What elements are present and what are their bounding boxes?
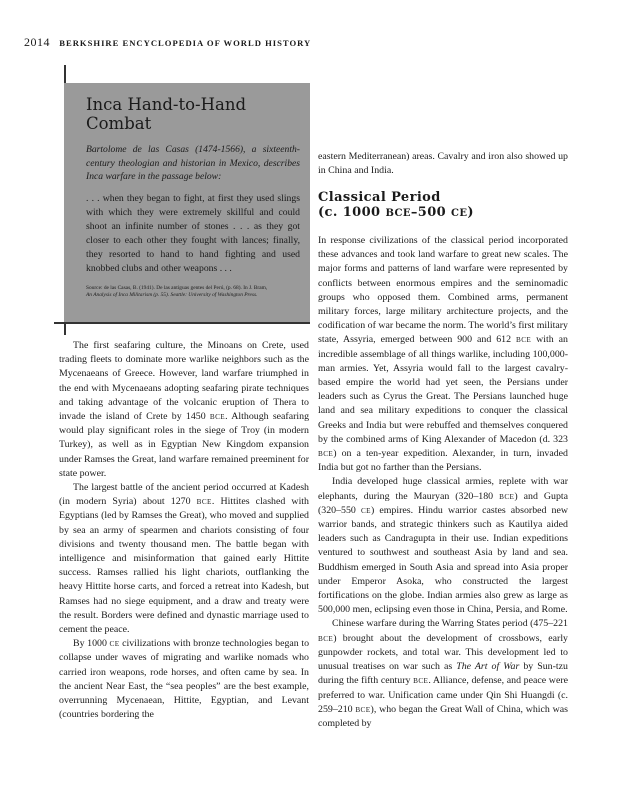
right-column [318,234,568,731]
paragraph-china: Chinese warfare during the Warring States period (475–221 BCE) brought about the development of crossbows, early gunpowder rockets, and total war. This development led to unusual treatises on war such as The Art of War by Sun-tzu during the fifth century BCE. Alliance, defense, and peace were preferred to war. Unification came under Qin Shi Huangdi (c. 259–210 BCE), who began the Great Wall of China, which was completed by [318,618,568,729]
sidebar-source-line2: An Analysis of Inca Militarism (p. 55). Seattle: University of Washington Press. [86,292,258,299]
sidebar-box [64,83,310,323]
sidebar-intro: Bartolome de las Casas (1474-1566), a sixteenth-century theologian and historian in Mexico, describes Inca warfare in the passage below: [86,144,300,183]
paragraph-sea-peoples: By 1000 CE civilizations with bronze technologies began to collapse under waves of migrating and warlike nomads who carried iron weapons, rode horses, and often came by sea. In the ancient Near East, the “sea peoples” are the best example, overrunning Mycenaean, Hittite, Egyptian, and Levant (countries bordering the [59,638,310,721]
running-head [24,35,311,50]
sidebar-source [86,285,300,300]
running-head-title: BERKSHIRE ENCYCLOPEDIA OF WORLD HISTORY [59,38,312,48]
paragraph-india: India developed huge classical armies, replete with war elephants, during the Mauryan (320–180 BCE) and Gupta (320–550 CE) empires. Hindu warrior castes absorbed new warrior bands, and strategic thinkers such as Kautilya aided leaders such as Candragupta in their use. Indian expeditions ventured to southwest and southeast Asia by land and sea. Buddhism emerged in South Asia and spread into Asia proper under Emperor Asoka, who constructed the largest fortifications on the globe. Indian armies also grew as large as 500,000 men, eclipsing even those in China, Persia, and Rome. [318,476,569,616]
paragraph-classical-empires: In response civilizations of the classical period incorporated these advances and took land warfare to great new scales. The major forms and patterns of land warfare were represented by conflicts between enormous empires and the seminomadic groups who opposed them. Combined arms, permanent military forces, large military architecture projects, and the codification of war became the norm. The world’s first military state, Assyria, emerged between 900 and 612 BCE with an incredible assemblage of all things warlike, including 100,000-man armies. Yet, Assyria would fall to the largest cavalry-based empire the world had yet seen, the Persians under leaders such as Cyrus the Great. The Persians launched huge land and sea military expeditions to conquer the classical Greeks and India but were rebuffed and themselves conquered by the combined arms of King Alexander of Macedon (d. 323 BCE) on a ten-year expedition. Alexander, in turn, invaded India but got no farther than the Persians. [318,235,568,474]
left-column [59,339,309,722]
right-column-continuation [318,150,568,178]
page-number: 2014 [24,35,50,49]
sidebar-title: Inca Hand-to-Hand Combat [86,95,247,133]
paragraph-continuation: eastern Mediterranean) areas. Cavalry and iron also showed up in China and India. [318,151,568,177]
sidebar-source-line1: Source: de las Casas, B. (1941). De las antiguas gentes del Perú, (p. 68). In J. Bram, [86,284,268,291]
paragraph-minoans: The first seafaring culture, the Minoans on Crete, used trading fleets to dominate more warlike neighbors such as the Mycenaeans of Greece. However, land warfare triumphed in the end with Mycenaeans adopting seafaring pirate techniques and taking advantage of the volcanic eruption of Thera to invade the island of Crete by 1450 BCE. Although seafaring would play significant roles in the siege of Troy (in modern Turkey), as well as in Egyptian New Kingdom expansion under Ramses the Great, land warfare remained preeminent for state power. [59,340,310,479]
sidebar-quote: . . . when they began to fight, at first they used slings with which they were extremely skillful and could shoot an infinite number of stones . . . as they got closer to each other they fought with lances; finally, they resorted to hand to hand fighting and used knobbed clubs and other weapons . . . [86,192,300,274]
paragraph-kadesh: The largest battle of the ancient period occurred at Kadesh (in modern Syria) about 1270 BCE. Hittites clashed with Egyptians (led by Ramses the Great), who moved and supplied by sea an army of spearmen and chariots consisting of four divisions and twenty thousand men. The battle began with intelligence and misinformation that gained early Hittite success. Ramses rallied his light chariots, outflanking the heavy Hittite horse carts, and forced a retreat into Kadesh, but Ramses had no siege equipment, and a draw and treaty were the result. Borders were defined and dynastic marriage used to cement the peace. [59,482,309,636]
section-heading-classical-period: Classical Period (c. 1000 BCE–500 CE) [318,190,474,220]
sidebar-horizontal-rule [54,322,310,324]
